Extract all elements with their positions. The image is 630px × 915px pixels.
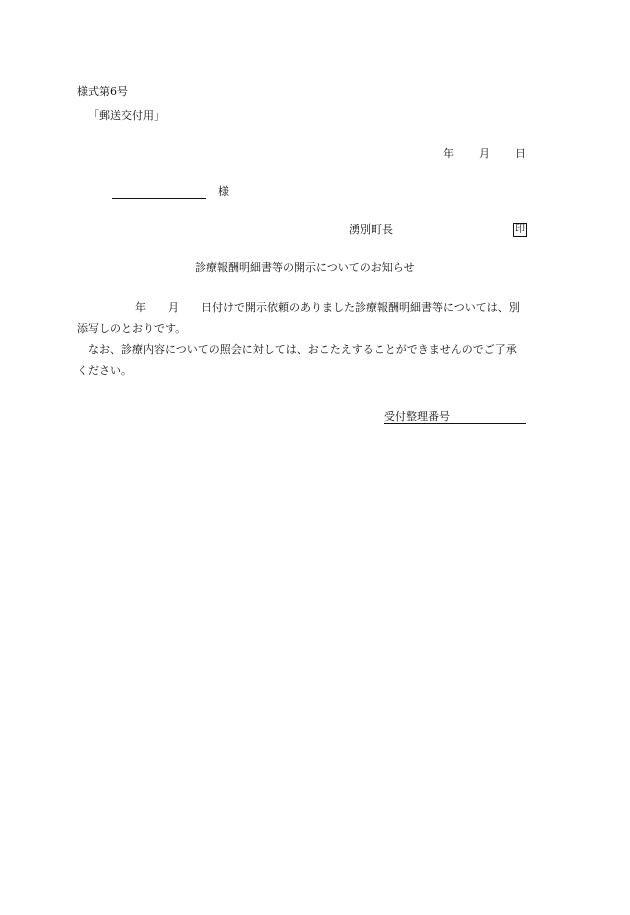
form-number: 様式第6号 xyxy=(77,85,128,98)
reception-number-blank xyxy=(384,423,526,424)
notice-title: 診療報酬明細書等の開示についてのお知らせ xyxy=(195,261,415,274)
notice-line-1: 年 月 日付けで開示依頼のありました診療報酬明細書等については、別 xyxy=(135,301,520,314)
recipient-honorific: 様 xyxy=(218,185,229,198)
notice-line-3: なお、診療内容についての照会に対しては、おこたえすることができませんのでご了承 xyxy=(88,343,517,356)
form-type: 「郵送交付用」 xyxy=(88,109,165,122)
notice-body xyxy=(77,297,555,381)
date-day: 日 xyxy=(515,147,526,160)
sender-title: 湧別町長 xyxy=(349,223,393,236)
recipient-name-blank xyxy=(112,198,206,199)
date-month: 月 xyxy=(479,147,490,160)
reception-label: 受付整理番号 xyxy=(384,410,450,423)
date-year: 年 xyxy=(443,147,454,160)
notice-line-4: ください。 xyxy=(77,364,132,377)
notice-line-2: 添写しのとおりです。 xyxy=(77,322,187,335)
seal-mark: 印 xyxy=(515,224,525,235)
